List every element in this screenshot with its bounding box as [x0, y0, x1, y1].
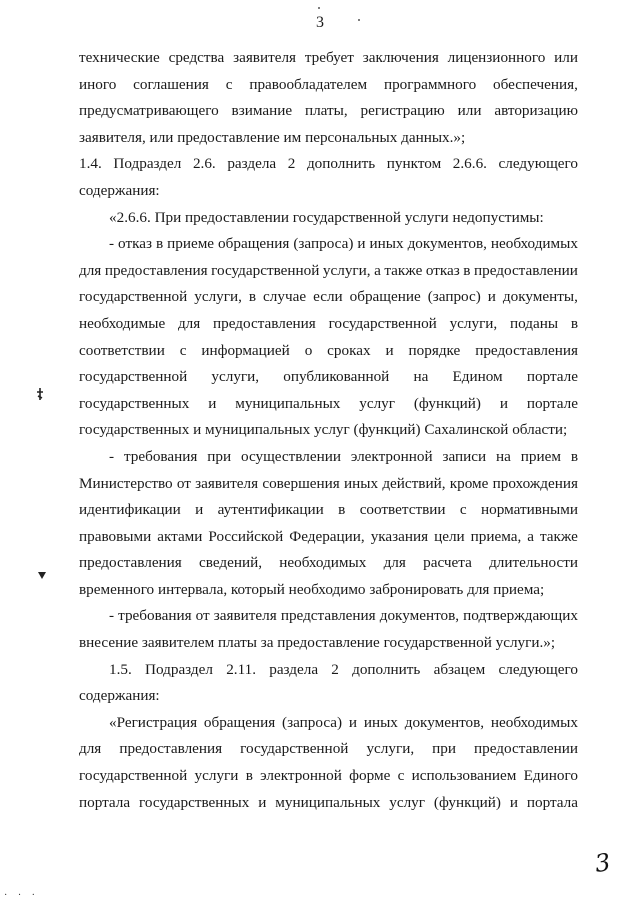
- word: 1.4.: [79, 155, 102, 173]
- word: поданы: [509, 314, 559, 332]
- word: (функций): [433, 793, 501, 811]
- word: в: [155, 235, 164, 253]
- scan-speck: [318, 7, 320, 9]
- word: технические: [79, 49, 160, 66]
- word: портале: [526, 368, 578, 386]
- word: в: [338, 501, 346, 519]
- word: дополнить: [352, 660, 421, 678]
- word: кроме: [449, 474, 489, 492]
- text-line: [79, 471, 578, 498]
- word: а: [527, 527, 534, 545]
- word: Федерации,: [289, 527, 365, 545]
- word: для: [79, 261, 102, 279]
- word: Едином: [452, 368, 503, 386]
- word: -: [109, 607, 115, 625]
- margin-ink-mark: [36, 388, 44, 400]
- word: с: [225, 75, 233, 93]
- paragraph-licensing-clause: [79, 45, 578, 151]
- word: государственной: [79, 288, 188, 306]
- word: и: [195, 501, 204, 519]
- word: Российской: [208, 527, 284, 545]
- text-line: [79, 284, 578, 311]
- word: и: [499, 394, 508, 412]
- text-line: [79, 444, 578, 471]
- word: -: [109, 235, 115, 253]
- word: обращения: [218, 235, 290, 253]
- text-line: [79, 338, 578, 365]
- word: заявителя: [213, 607, 277, 625]
- word: обращения: [203, 713, 276, 731]
- paragraph-item-1-5: [79, 657, 578, 710]
- word: с: [397, 767, 405, 785]
- word: идентификации: [79, 501, 181, 519]
- word: а: [374, 261, 381, 279]
- word: раздела: [227, 155, 277, 173]
- word: цели: [434, 527, 465, 545]
- word: (запрос): [427, 288, 481, 306]
- text-line: «2.6.6. При предоставлении государственной услуги недопустимы:: [109, 208, 544, 226]
- word: услуги,: [211, 368, 260, 386]
- word: услуги,: [194, 288, 242, 306]
- word: предоставлении: [474, 740, 578, 758]
- paragraph-fee-clause: [79, 603, 578, 656]
- word: предусматривающего: [79, 102, 219, 120]
- word: необходимые: [79, 314, 166, 332]
- word: соответствии: [79, 341, 165, 359]
- page-number: 3: [316, 14, 324, 31]
- word: государственной: [240, 740, 349, 758]
- word: 1.5.: [109, 660, 132, 678]
- word: иных: [369, 235, 404, 253]
- word: с: [179, 341, 187, 359]
- word: следующего: [498, 155, 578, 173]
- word: документы,: [502, 288, 578, 306]
- paragraph-2-6-6-heading: [79, 205, 578, 232]
- word: опубликованной: [283, 368, 390, 386]
- paragraph-electronic-appointment-clause: [79, 444, 578, 604]
- word: государственной: [79, 368, 188, 386]
- word: электронной: [350, 447, 433, 465]
- word: приеме: [167, 235, 215, 253]
- word: обращение: [349, 288, 421, 306]
- paragraph-registration-clause: [79, 710, 578, 816]
- text-line: [79, 763, 578, 790]
- word: сроках: [327, 341, 371, 359]
- text-line: содержания:: [79, 181, 160, 199]
- word: взимание: [231, 102, 293, 120]
- word: авторизацию: [494, 102, 578, 120]
- handwritten-page-mark: 3: [592, 848, 612, 878]
- text-line: [79, 391, 578, 418]
- word: муниципальных: [235, 394, 341, 412]
- word: также: [539, 527, 578, 545]
- word: в: [570, 447, 578, 465]
- document-body: [79, 45, 578, 816]
- word: и: [487, 288, 496, 306]
- text-line: [79, 72, 578, 99]
- word: правообладателем: [249, 75, 368, 93]
- word: услуг: [359, 394, 395, 412]
- word: нормативными: [481, 501, 578, 519]
- word: или: [457, 102, 482, 120]
- word: 2.6.6.: [452, 155, 487, 173]
- text-line: временного интервала, который необходимо забронировать для приема;: [79, 580, 545, 598]
- word: в: [245, 767, 253, 785]
- word: необходимых: [490, 713, 578, 731]
- word: совершения: [262, 474, 340, 492]
- text-line: внесение заявителем платы за предоставление государственной услуги.»;: [79, 634, 556, 652]
- word: пунктом: [386, 155, 442, 173]
- word: Подраздел: [113, 155, 182, 173]
- text-line: [79, 151, 578, 178]
- word: (функций): [413, 394, 481, 412]
- word: необходимых: [279, 554, 367, 572]
- word: для: [383, 554, 406, 572]
- word: представления: [280, 607, 376, 625]
- word: использованием: [411, 767, 517, 785]
- scan-dots: · · ·: [4, 890, 39, 901]
- word: предоставления: [213, 314, 316, 332]
- word: Подраздел: [145, 660, 213, 678]
- word: дополнить: [306, 155, 376, 173]
- word: требования: [118, 607, 192, 625]
- text-line: [79, 364, 578, 391]
- word: услуги: [194, 767, 239, 785]
- word: предоставления: [475, 341, 578, 359]
- word: расчета: [423, 554, 472, 572]
- word: портала: [526, 793, 578, 811]
- text-line: содержания:: [79, 687, 160, 705]
- word: указания: [370, 527, 429, 545]
- text-line: [79, 736, 578, 763]
- text-line: [79, 603, 578, 630]
- word: порядке: [408, 341, 461, 359]
- word: и: [357, 235, 366, 253]
- word: о: [304, 341, 313, 359]
- word: программного: [383, 75, 477, 93]
- word: обеспечения,: [493, 75, 578, 93]
- word: действий,: [382, 474, 446, 492]
- word: аутентификации: [217, 501, 324, 519]
- word: или: [554, 49, 578, 66]
- word: актами: [157, 527, 203, 545]
- word: и: [208, 394, 217, 412]
- word: услуг: [389, 793, 426, 811]
- word: иных: [344, 474, 379, 492]
- word: соответствии: [359, 501, 446, 519]
- word: Министерство: [79, 474, 173, 492]
- text-line: [79, 98, 578, 125]
- word: и: [385, 341, 394, 359]
- text-line: [79, 524, 578, 551]
- word: для: [79, 740, 102, 758]
- word: и: [348, 713, 358, 731]
- word: прием: [520, 447, 561, 465]
- text-line: [79, 311, 578, 338]
- word: требования: [123, 447, 198, 465]
- word: необходимых: [490, 235, 578, 253]
- word: если: [313, 288, 343, 306]
- word: документов,: [407, 235, 487, 253]
- word: (запроса): [282, 713, 343, 731]
- text-line: [79, 45, 578, 72]
- word: при: [207, 447, 232, 465]
- word: с: [459, 501, 467, 519]
- word: для: [177, 314, 201, 332]
- word: Единого: [523, 767, 578, 785]
- word: средства: [168, 49, 225, 66]
- word: предоставления: [104, 261, 208, 279]
- word: на: [496, 447, 511, 465]
- word: 2: [331, 660, 339, 678]
- word: лицензионного: [447, 49, 546, 66]
- word: также: [384, 261, 423, 279]
- word: от: [195, 607, 210, 625]
- text-line: [79, 550, 578, 577]
- word: документов,: [379, 607, 460, 625]
- text-line: заявителя, или предоставление им персональных данных.»;: [79, 128, 466, 146]
- scan-speck: [358, 19, 360, 21]
- word: государственных: [79, 394, 190, 412]
- word: услуги,: [449, 314, 498, 332]
- word: государственной: [211, 261, 320, 279]
- word: соглашения: [133, 75, 209, 93]
- word: муниципальных: [275, 793, 381, 811]
- word: следующего: [498, 660, 578, 678]
- word: абзацем: [433, 660, 486, 678]
- word: предоставления: [79, 554, 182, 572]
- text-line: [79, 258, 578, 285]
- word: случае: [263, 288, 307, 306]
- word: информацией: [201, 341, 290, 359]
- word: платы,: [304, 102, 348, 120]
- word: раздела: [269, 660, 319, 678]
- text-line: [79, 497, 578, 524]
- paragraph-item-1-4: [79, 151, 578, 204]
- word: «Регистрация: [109, 713, 198, 731]
- word: (запроса): [293, 235, 354, 253]
- word: иных: [363, 713, 398, 731]
- word: прохождения: [492, 474, 578, 492]
- text-line: государственных и муниципальных услуг (функций) Сахалинской области;: [79, 421, 568, 439]
- word: документов,: [404, 713, 485, 731]
- word: 2.11.: [226, 660, 256, 678]
- word: заключения: [362, 49, 439, 66]
- word: портале: [526, 394, 578, 412]
- word: от: [176, 474, 191, 492]
- word: регистрацию: [360, 102, 445, 120]
- word: электронной: [260, 767, 342, 785]
- word: длительности: [489, 554, 578, 572]
- word: государственной: [328, 314, 437, 332]
- word: и: [258, 793, 267, 811]
- word: форме: [349, 767, 391, 785]
- word: отказ: [118, 235, 152, 253]
- word: подтверждающих: [463, 607, 578, 625]
- word: государственных: [139, 793, 250, 811]
- word: -: [109, 447, 115, 465]
- word: портала: [79, 793, 131, 811]
- text-line: [79, 710, 578, 737]
- paragraph-refusal-clause: [79, 231, 578, 444]
- word: правовыми: [79, 527, 152, 545]
- word: заявителя: [233, 49, 297, 66]
- word: 2.6.: [192, 155, 216, 173]
- word: отказ: [425, 261, 460, 279]
- word: иного: [79, 75, 117, 93]
- word: записи: [442, 447, 487, 465]
- word: сведений,: [199, 554, 263, 572]
- word: осуществлении: [240, 447, 341, 465]
- word: в: [570, 314, 578, 332]
- word: и: [509, 793, 518, 811]
- text-line: [79, 790, 578, 817]
- word: услуги,: [366, 740, 415, 758]
- word: предоставлении: [473, 261, 578, 279]
- word: требует: [304, 49, 354, 66]
- text-line: [79, 657, 578, 684]
- margin-triangle-mark: [38, 572, 46, 579]
- word: в: [248, 288, 257, 306]
- word: в: [463, 261, 471, 279]
- word: услуги,: [322, 261, 371, 279]
- word: 2: [287, 155, 296, 173]
- word: государственной: [79, 767, 188, 785]
- word: заявителя: [195, 474, 259, 492]
- word: приема,: [470, 527, 522, 545]
- text-line: [79, 231, 578, 258]
- word: предоставления: [119, 740, 223, 758]
- word: на: [413, 368, 429, 386]
- word: при: [432, 740, 457, 758]
